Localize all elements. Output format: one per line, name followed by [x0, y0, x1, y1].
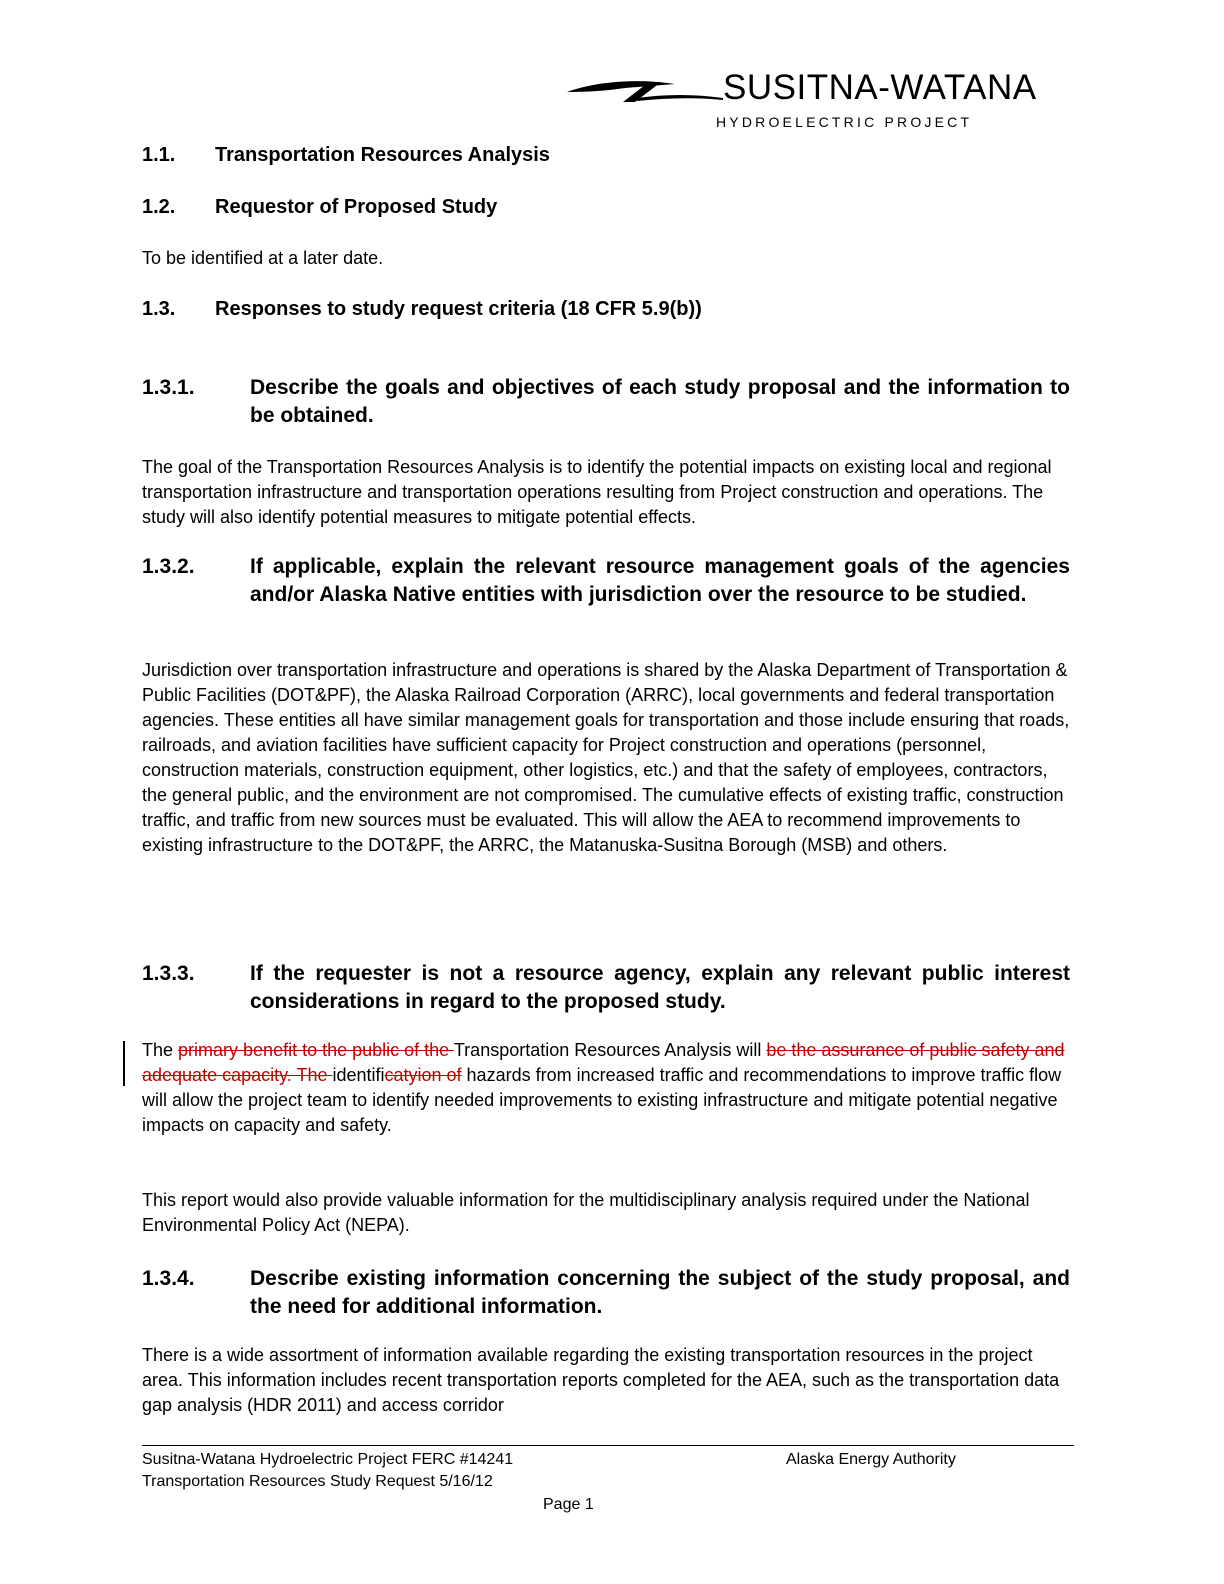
paragraph-1-2: To be identified at a later date.	[142, 248, 384, 268]
heading-title: Describe existing information concerning the subject of the study proposal, and the need for additional information.	[250, 1267, 1070, 1318]
deleted-text: be the assurance of public safety and adequate capacity. The	[142, 1040, 1065, 1085]
heading-1-3-3	[142, 960, 1070, 1016]
text-run: hazards from increased traffic and recommendations to improve traffic flow will allow the project team to identify needed improvements to existing infrastructure and mitigate potential negative impacts on capacity and safety.	[142, 1065, 1062, 1135]
footer-project: Susitna-Watana Hydroelectric Project FERC #14241	[142, 1451, 514, 1468]
logo-subtitle: HYDROELECTRIC PROJECT	[716, 114, 973, 130]
heading-number: 1.2.	[142, 196, 176, 218]
heading-number: 1.3.4.	[142, 1267, 195, 1290]
heading-1-3-4	[142, 1265, 1070, 1321]
heading-1-2	[142, 196, 497, 219]
heading-1-3-1	[142, 374, 1070, 430]
heading-title: Describe the goals and objectives of each study proposal and the information to be obtained.	[250, 376, 1070, 427]
heading-title: If the requester is not a resource agency, explain any relevant public interest considerations in regard to the proposed study.	[250, 962, 1070, 1013]
paragraph-1-3-1: The goal of the Transportation Resources Analysis is to identify the potential impacts on existing local and regional transportation infrastructure and transportation operations resulting from Project construction and operations. The study will also identify potential measures to mitigate potential effects.	[142, 457, 1052, 527]
footer-divider	[142, 1445, 1074, 1446]
heading-number: 1.3.3.	[142, 962, 195, 985]
text-run: The	[142, 1040, 179, 1060]
text-run: identifi	[332, 1065, 385, 1085]
deleted-text: catyion of	[384, 1065, 462, 1085]
paragraph-1-3-4: There is a wide assortment of information available regarding the existing transportation resources in the project area. This information includes recent transportation reports completed for the AEA, such as the transportation data gap analysis (HDR 2011) and access corridor	[142, 1345, 1060, 1415]
footer-document: Transportation Resources Study Request 5/16/12	[142, 1473, 493, 1490]
heading-title: Responses to study request criteria (18 CFR 5.9(b))	[215, 298, 702, 320]
heading-number: 1.1.	[142, 144, 176, 166]
paragraph-1-3-3-nepa: This report would also provide valuable information for the multidisciplinary analysis required under the National Environmental Policy Act (NEPA).	[142, 1190, 1030, 1235]
heading-1-3	[142, 298, 702, 321]
deleted-text: primary benefit to the public of the	[178, 1040, 454, 1060]
heading-1-3-2	[142, 553, 1070, 609]
heading-number: 1.3.	[142, 298, 176, 320]
paragraph-1-3-2: Jurisdiction over transportation infrastructure and operations is shared by the Alaska Department of Transportation & Public Facilities (DOT&PF), the Alaska Railroad Corporation (ARRC), local governments and federal transportation agencies. These entities all have similar management goals for transportation and those include ensuring that roads, railroads, and aviation facilities have sufficient capacity for Project construction and operations (personnel, construction materials, construction equipment, other logistics, etc.) and that the safety of employees, contractors, the general public, and the environment are not compromised. The cumulative effects of existing traffic, construction traffic, and traffic from new sources must be evaluated. This will allow the AEA to recommend improvements to existing infrastructure to the DOT&PF, the ARRC, the Matanuska-Susitna Borough (MSB) and others.	[142, 660, 1070, 855]
text-run: Transportation Resources Analysis will	[453, 1040, 767, 1060]
heading-number: 1.3.1.	[142, 376, 195, 399]
heading-title: Transportation Resources Analysis	[215, 144, 550, 166]
project-logo	[565, 64, 1065, 134]
heading-title: If applicable, explain the relevant resource management goals of the agencies and/or Alaska Native entities with jurisdiction over the resource to be studied.	[250, 555, 1070, 606]
heading-number: 1.3.2.	[142, 555, 195, 578]
paragraph-1-3-3-tracked	[142, 1038, 1072, 1138]
swoosh-icon	[565, 72, 725, 112]
heading-1-1	[142, 144, 550, 167]
footer-organization: Alaska Energy Authority	[786, 1451, 956, 1468]
page-number: Page 1	[543, 1496, 594, 1513]
logo-title: SUSITNA-WATANA	[723, 68, 1037, 107]
heading-title: Requestor of Proposed Study	[215, 196, 498, 218]
revision-change-bar	[123, 1041, 125, 1086]
